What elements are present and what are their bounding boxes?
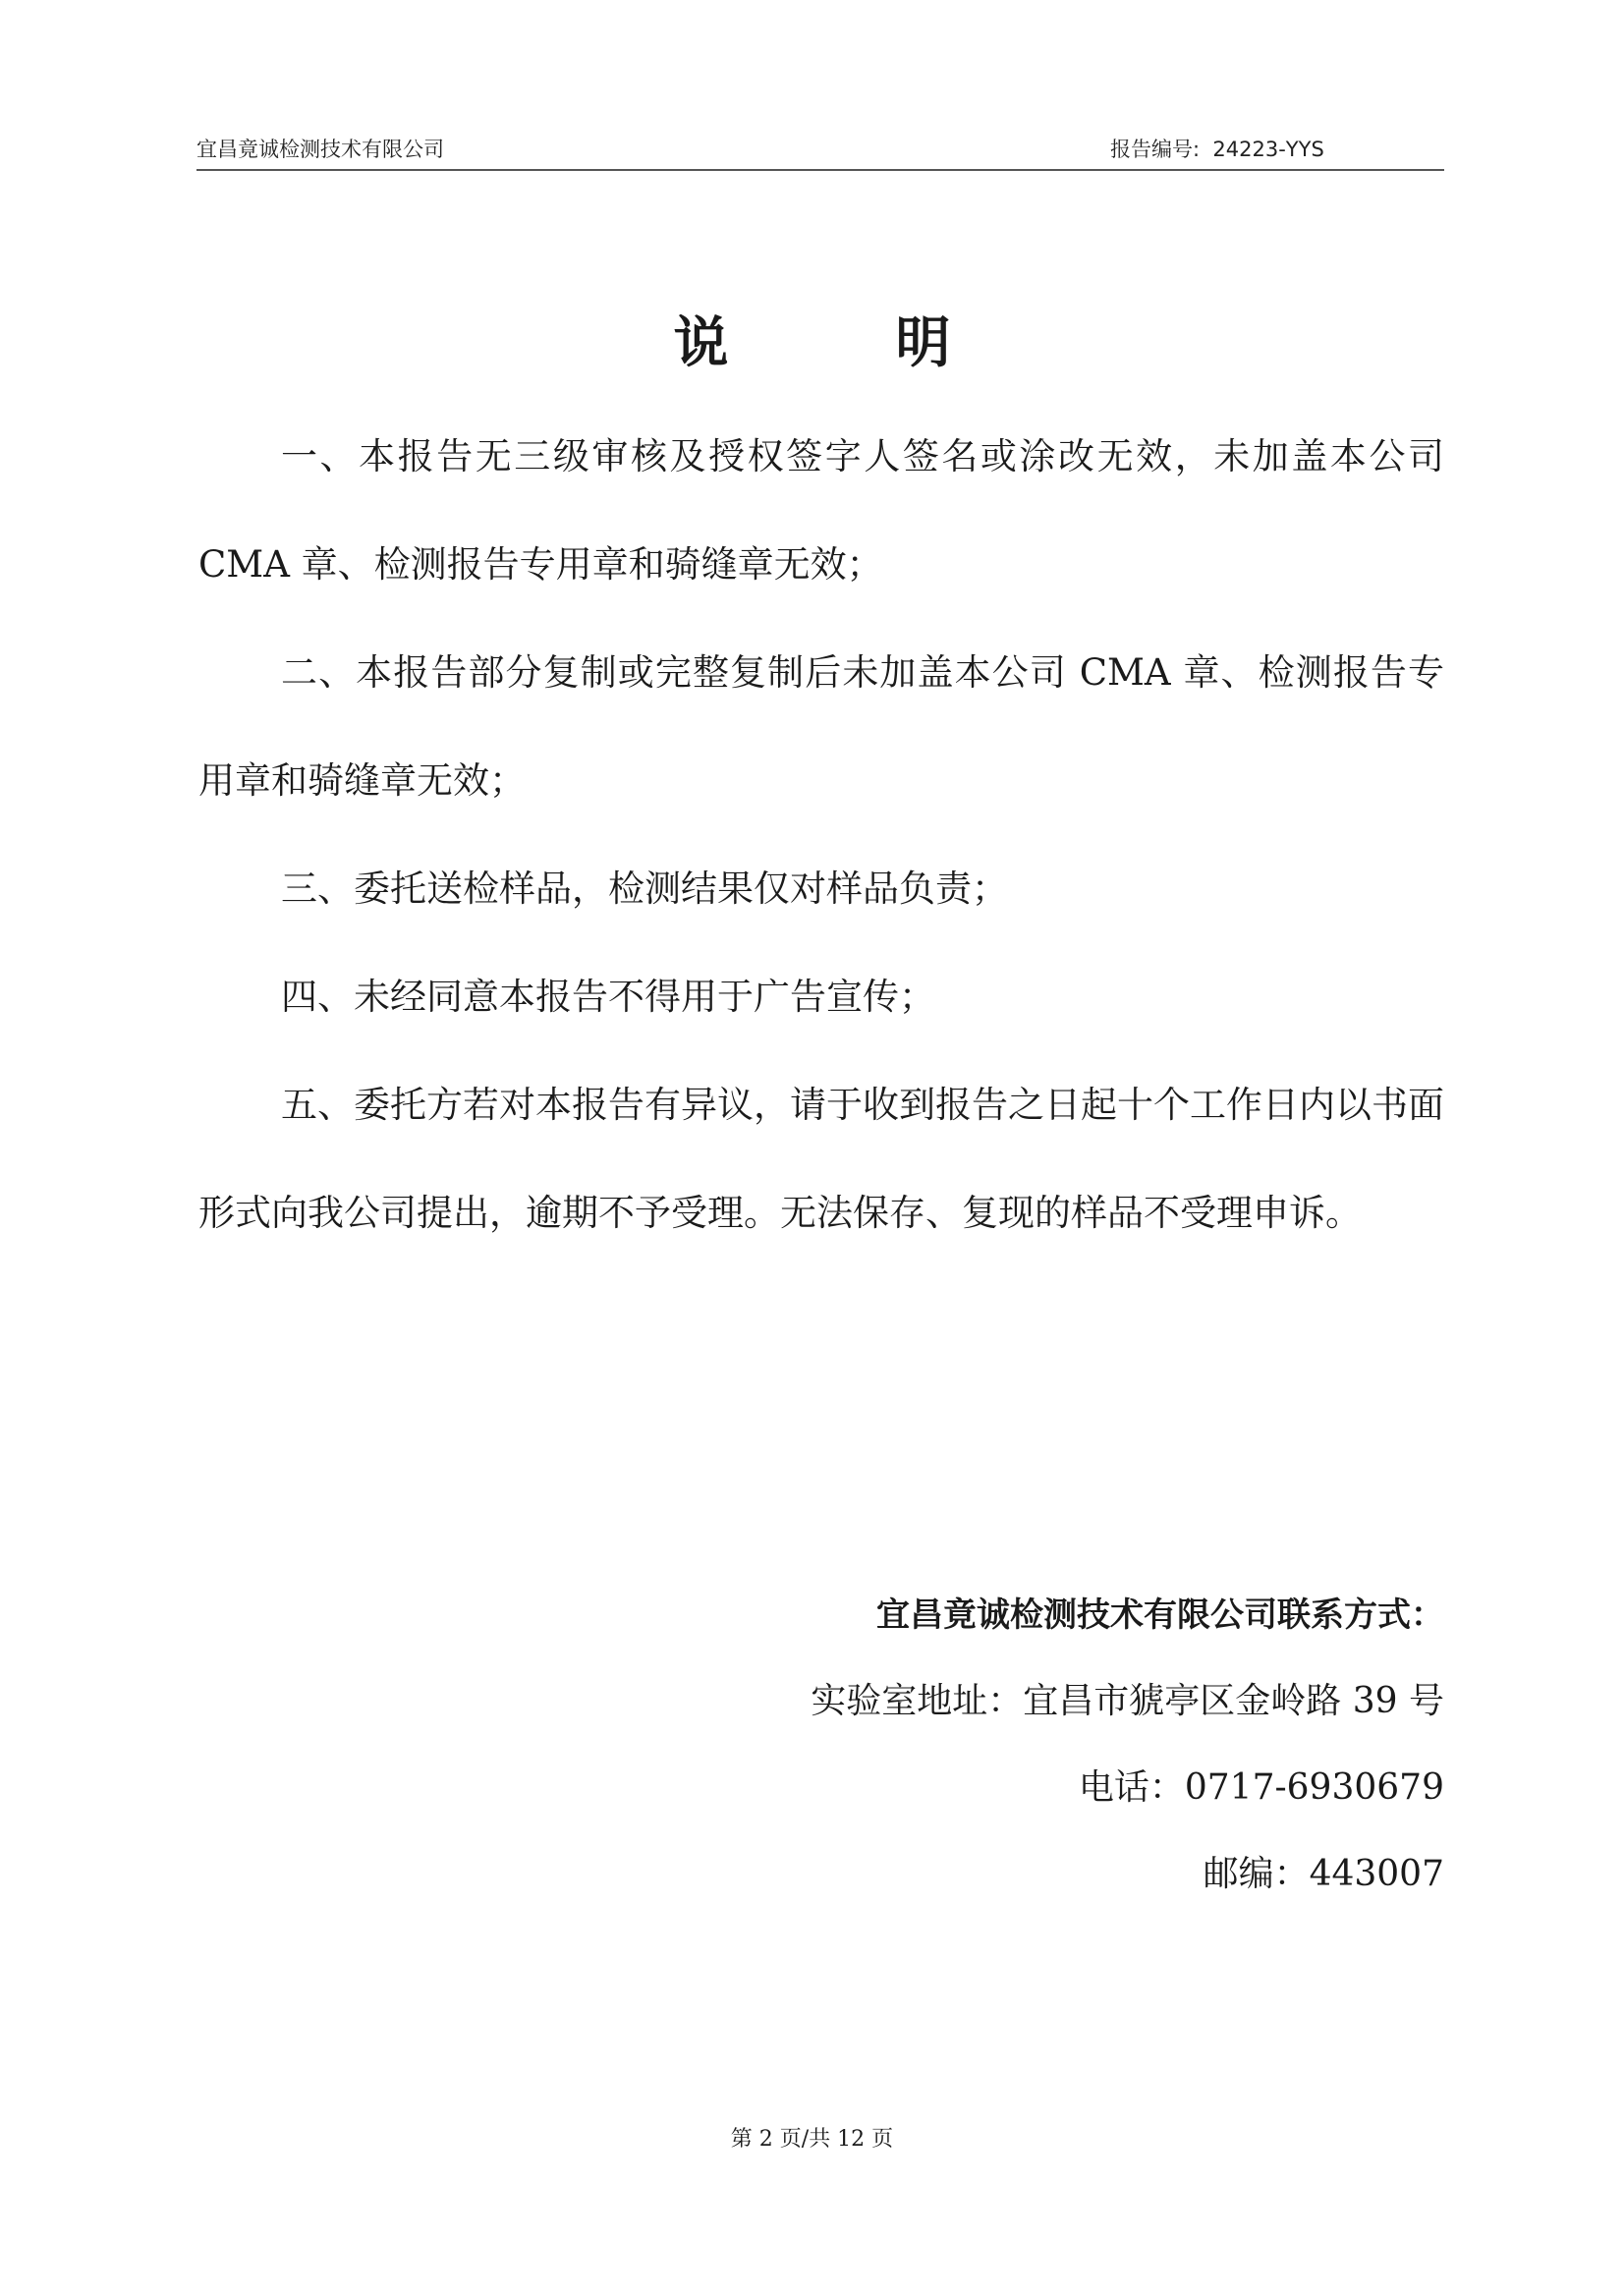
contact-phone: 电话：0717-6930679 — [1078, 1767, 1444, 1808]
header-report-number: 报告编号: 24223-YYS — [1110, 138, 1324, 161]
title-char-2: 明 — [895, 311, 951, 375]
title-char-1: 说 — [673, 311, 729, 375]
statement-item-3: 三、委托送检样品，检测结果仅对样品负责； — [281, 868, 1008, 910]
statement-item-5: 五、委托方若对本报告有异议，请于收到报告之日起十个工作日内以书面形式向我公司提出，逾期不予受理。无法保存、复现的样品不受理申诉。 — [198, 1084, 1444, 1234]
statement-item-1: 一、本报告无三级审核及授权签字人签名或涂改无效，未加盖本公司 CMA 章、检测报告专用章和骑缝章无效； — [198, 435, 1444, 586]
header-divider — [196, 169, 1444, 171]
page-footer: 第 2 页/共 12 页 — [730, 2127, 894, 2152]
contact-address: 实验室地址：宜昌市猇亭区金岭路 39 号 — [811, 1681, 1444, 1721]
statement-item-2: 二、本报告部分复制或完整复制后未加盖本公司 CMA 章、检测报告专用章和骑缝章无效； — [198, 651, 1444, 802]
page-title — [0, 300, 1624, 378]
contact-block — [811, 1572, 1444, 1918]
statement-item-4: 四、未经同意本报告不得用于广告宣传； — [281, 976, 935, 1018]
contact-postcode: 邮编：443007 — [1203, 1854, 1444, 1894]
header-company-name: 宜昌竟诚检测技术有限公司 — [196, 138, 444, 161]
page-header — [196, 130, 1444, 169]
statement-body — [198, 403, 1444, 1267]
contact-title: 宜昌竟诚检测技术有限公司联系方式： — [876, 1595, 1444, 1635]
